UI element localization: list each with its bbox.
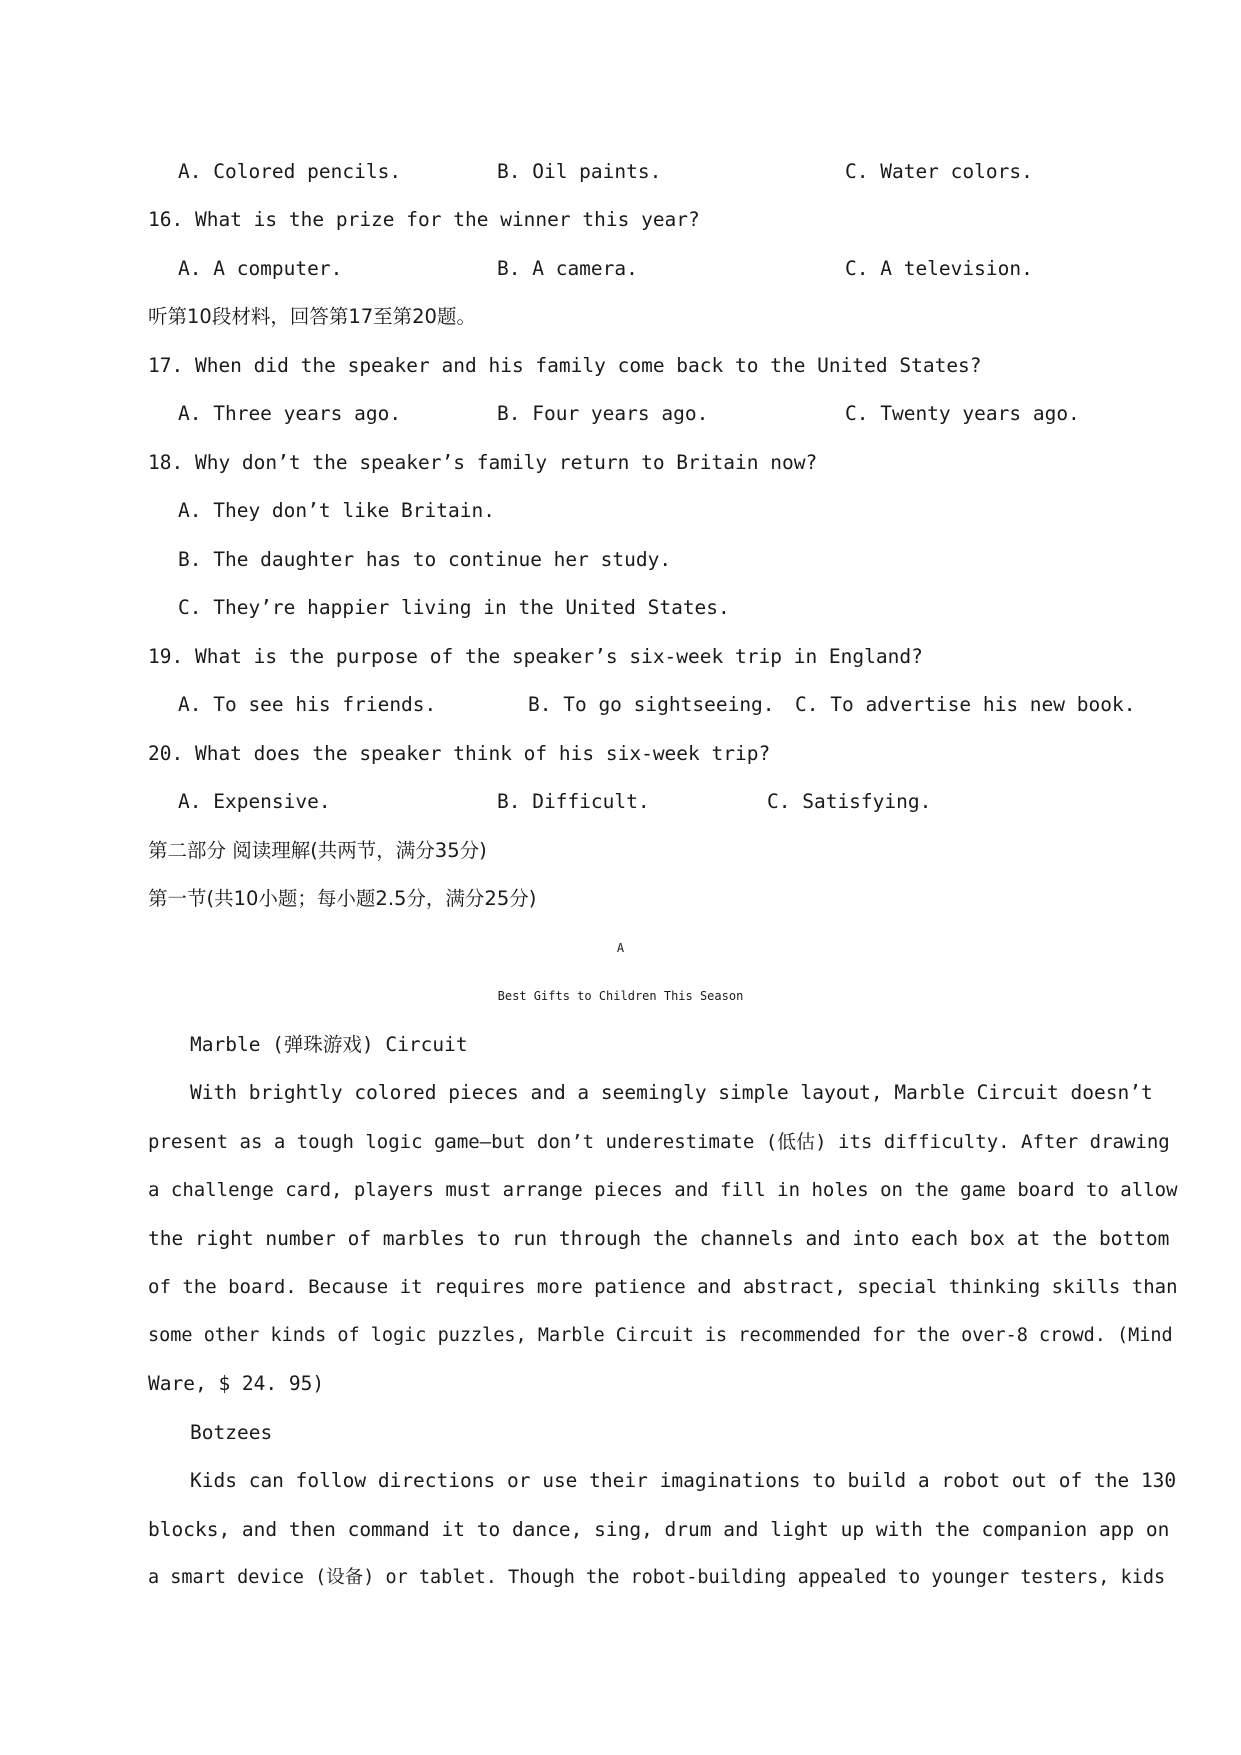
q20-option-a: A. Expensive. (178, 790, 331, 813)
q17-question: 17. When did the speaker and his family come back to the United States? (148, 354, 982, 377)
item1-line: present as a tough logic game—but don’t underestimate (低估) its difficulty. After drawing (148, 1131, 1170, 1153)
q17-option-a: A. Three years ago. (178, 402, 402, 425)
q16-option-c: C. A television. (845, 257, 1033, 280)
item1-name: Marble (弹珠游戏) Circuit (190, 1033, 468, 1056)
q19-option-b: B. To go sightseeing. (528, 693, 775, 716)
q16-question: 16. What is the prize for the winner this year? (148, 208, 700, 231)
section1-heading: 第一节(共10小题；每小题2.5分，满分25分) (148, 887, 537, 910)
listening-material-10-note: 听第10段材料，回答第17至第20题。 (148, 305, 476, 328)
q15-option-b: B. Oil paints. (497, 160, 662, 183)
q20-option-b: B. Difficult. (497, 790, 650, 813)
q15-option-a: A. Colored pencils. (178, 160, 402, 183)
q16-option-a: A. A computer. (178, 257, 343, 280)
item1-line: the right number of marbles to run through the channels and into each box at the bottom (148, 1227, 1170, 1250)
item2-line: a smart device (设备) or tablet. Though the robot-building appealed to younger testers, kids (148, 1567, 1166, 1588)
item1-line: a challenge card, players must arrange pieces and fill in holes on the game board to allow (148, 1179, 1178, 1201)
passage-title: Best Gifts to Children This Season (497, 989, 744, 1003)
part2-heading: 第二部分 阅读理解(共两节，满分35分) (148, 839, 487, 862)
q17-option-c: C. Twenty years ago. (845, 402, 1080, 425)
item1-line: some other kinds of logic puzzles, Marble Circuit is recommended for the over-8 crowd. (Mind (148, 1325, 1173, 1346)
item2-line: blocks, and then command it to dance, sing, drum and light up with the companion app on (148, 1518, 1170, 1541)
q17-option-b: B. Four years ago. (497, 402, 709, 425)
item1-line: With brightly colored pieces and a seemingly simple layout, Marble Circuit doesn’t (190, 1081, 1153, 1104)
q19-option-c: C. To advertise his new book. (795, 693, 1136, 716)
q20-question: 20. What does the speaker think of his six-week trip? (148, 742, 771, 765)
q20-option-c: C. Satisfying. (767, 790, 932, 813)
q18-option-c: C. They’re happier living in the United States. (178, 596, 730, 619)
q16-option-b: B. A camera. (497, 257, 638, 280)
passage-letter: A (616, 941, 625, 955)
item2-name: Botzees (190, 1421, 273, 1444)
item1-line: Ware, $ 24. 95) (148, 1372, 325, 1395)
q18-question: 18. Why don’t the speaker’s family return to Britain now? (148, 451, 818, 474)
q18-option-a: A. They don’t like Britain. (178, 499, 495, 522)
q19-option-a: A. To see his friends. (178, 693, 437, 716)
q18-option-b: B. The daughter has to continue her study. (178, 548, 672, 571)
q19-question: 19. What is the purpose of the speaker’s six-week trip in England? (148, 645, 923, 668)
item1-line: of the board. Because it requires more patience and abstract, special thinking skills than (148, 1276, 1178, 1298)
q15-option-c: C. Water colors. (845, 160, 1033, 183)
item2-line: Kids can follow directions or use their imaginations to build a robot out of the 130 (190, 1469, 1177, 1492)
